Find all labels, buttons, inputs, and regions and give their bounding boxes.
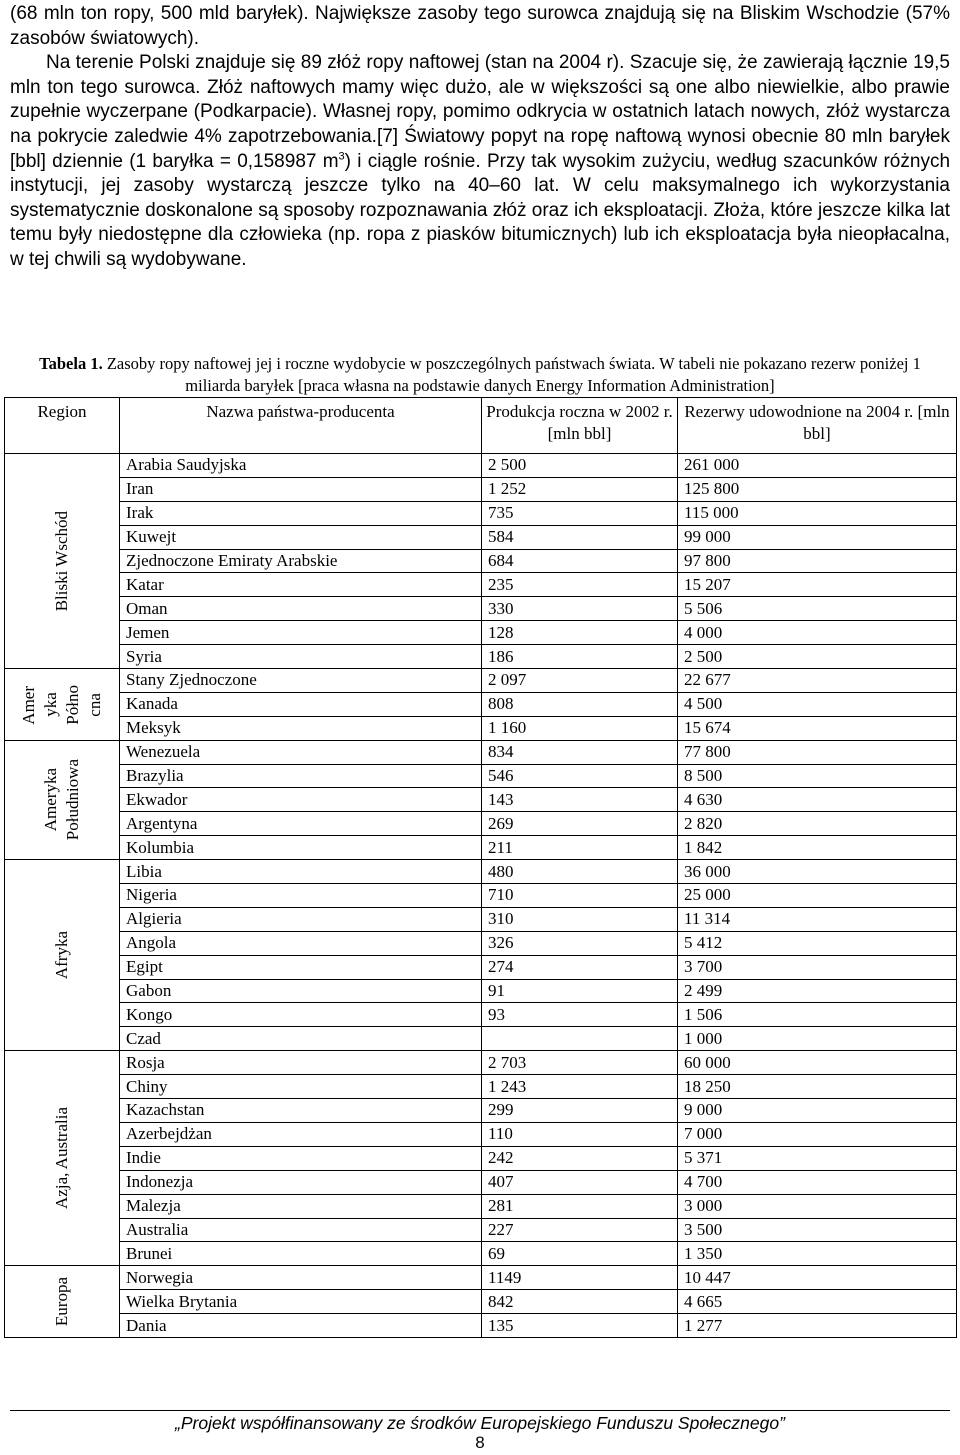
cell-country: Arabia Saudyjska — [120, 454, 482, 478]
cell-country: Syria — [120, 645, 482, 669]
paragraph-1-text: (68 mln ton ropy, 500 mld baryłek). Największe zasoby tego surowca znajdują się na Bliskim Wschodzie (57% zasobów światowych). — [10, 3, 950, 49]
cell-production: 1149 — [482, 1266, 678, 1290]
region-label: yka — [41, 692, 60, 717]
cell-country: Libia — [120, 860, 482, 884]
paragraph-4-text: Własnej ropy, pomimo odkrycia w ostatnich latach nowych, złóż wystarcza na pokrycie zaledwie 4% zapotrzebowania.[7] — [10, 101, 950, 147]
cell-country: Irak — [120, 501, 482, 525]
table-row — [5, 979, 957, 1003]
cell-reserves: 1 350 — [678, 1242, 957, 1266]
cell-country: Indonezja — [120, 1170, 482, 1194]
cell-reserves: 4 500 — [678, 692, 957, 716]
region-cell — [5, 454, 120, 669]
oil-reserves-table — [4, 397, 957, 1338]
cell-reserves: 1 506 — [678, 1003, 957, 1027]
cell-country: Indie — [120, 1146, 482, 1170]
cell-production: 135 — [482, 1314, 678, 1338]
cell-reserves: 18 250 — [678, 1075, 957, 1099]
cell-country: Chiny — [120, 1075, 482, 1099]
cell-production: 242 — [482, 1146, 678, 1170]
table-row — [5, 788, 957, 812]
cell-reserves: 11 314 — [678, 907, 957, 931]
superscript: 3 — [338, 150, 345, 163]
table-row — [5, 477, 957, 501]
paragraph-1 — [10, 2, 950, 51]
table-row — [5, 764, 957, 788]
table-row — [5, 1290, 957, 1314]
header-reserves: Rezerwy udowodnione na 2004 r. [mln bbl] — [678, 398, 957, 454]
cell-reserves: 7 000 — [678, 1122, 957, 1146]
cell-reserves: 125 800 — [678, 477, 957, 501]
cell-production: 710 — [482, 884, 678, 908]
cell-country: Meksyk — [120, 716, 482, 740]
cell-country: Ekwador — [120, 788, 482, 812]
cell-reserves: 15 674 — [678, 716, 957, 740]
cell-reserves: 3 500 — [678, 1218, 957, 1242]
cell-country: Algieria — [120, 907, 482, 931]
cell-reserves: 4 665 — [678, 1290, 957, 1314]
cell-reserves: 60 000 — [678, 1051, 957, 1075]
caption-text: Zasoby ropy naftowej jej i roczne wydobycie w poszczególnych państwach świata. W tabeli nie pokazano rezerw poniżej 1 miliarda baryłek [praca własna na podstawie danych Energy Information Administration] — [106, 354, 921, 395]
cell-production: 584 — [482, 525, 678, 549]
cell-production: 326 — [482, 931, 678, 955]
region-label: Afryka — [52, 931, 71, 980]
table-header-row — [5, 398, 957, 454]
cell-reserves: 77 800 — [678, 740, 957, 764]
footer-text: „Projekt współfinansowany ze środków Europejskiego Funduszu Społecznego” — [175, 1413, 785, 1433]
region-label: Europa — [52, 1277, 71, 1327]
table-row — [5, 1170, 957, 1194]
cell-reserves: 36 000 — [678, 860, 957, 884]
region-label: cna — [85, 692, 104, 717]
caption-label: Tabela 1. — [39, 354, 103, 373]
table-row — [5, 1194, 957, 1218]
table-row — [5, 597, 957, 621]
cell-production — [482, 1027, 678, 1051]
cell-production: 227 — [482, 1218, 678, 1242]
cell-reserves: 1 842 — [678, 836, 957, 860]
table-row — [5, 955, 957, 979]
region-cell — [5, 860, 120, 1051]
table-row — [5, 1218, 957, 1242]
region-label: Bliski Wschód — [52, 510, 71, 612]
cell-reserves: 5 506 — [678, 597, 957, 621]
region-cell — [5, 740, 120, 859]
table-row — [5, 692, 957, 716]
cell-reserves: 10 447 — [678, 1266, 957, 1290]
cell-reserves: 25 000 — [678, 884, 957, 908]
cell-production: 69 — [482, 1242, 678, 1266]
cell-production: 480 — [482, 860, 678, 884]
region-cell — [5, 1051, 120, 1266]
table-row — [5, 621, 957, 645]
cell-production: 310 — [482, 907, 678, 931]
table-row — [5, 645, 957, 669]
cell-reserves: 4 700 — [678, 1170, 957, 1194]
region-label: Południowa — [63, 759, 82, 841]
cell-country: Egipt — [120, 955, 482, 979]
cell-country: Kazachstan — [120, 1099, 482, 1123]
cell-country: Argentyna — [120, 812, 482, 836]
cell-country: Stany Zjednoczone — [120, 669, 482, 693]
cell-country: Oman — [120, 597, 482, 621]
cell-production: 2 703 — [482, 1051, 678, 1075]
table-row — [5, 573, 957, 597]
cell-production: 407 — [482, 1170, 678, 1194]
cell-country: Czad — [120, 1027, 482, 1051]
paragraph-3-text: Złóż naftowych mamy więc dużo, ale w większości są one albo niewielkie, albo prawie zupełnie wyczerpane (Podkarpacie). — [10, 76, 951, 123]
cell-production: 91 — [482, 979, 678, 1003]
cell-production: 330 — [482, 597, 678, 621]
cell-country: Kuwejt — [120, 525, 482, 549]
region-label: Amer — [19, 684, 38, 724]
cell-country: Azerbejdżan — [120, 1122, 482, 1146]
table-row — [5, 525, 957, 549]
cell-reserves: 8 500 — [678, 764, 957, 788]
table-row — [5, 1122, 957, 1146]
paragraph-7-text: W celu maksymalnego ich wykorzystania systematycznie doskonalone są sposoby rozpoznawania złóż oraz ich eksploatacji. Złoża, które jeszcze kilka lat temu były niedostępne dla człowieka (np. ropa z piasków bitumicznych) lub ich eksploatacja była nieopłacalna, w tej chwili są wydobywane. — [10, 175, 951, 270]
table-row — [5, 1099, 957, 1123]
cell-country: Australia — [120, 1218, 482, 1242]
paragraph-2-text: Na terenie Polski znajduje się 89 złóż ropy naftowej (stan na 2004 r). Szacuje się, że zawierają łącznie 19,5 mln ton tego surowca. — [10, 52, 950, 98]
cell-production: 93 — [482, 1003, 678, 1027]
cell-country: Zjednoczone Emiraty Arabskie — [120, 549, 482, 573]
cell-country: Brunei — [120, 1242, 482, 1266]
region-label: Ameryka — [41, 768, 60, 832]
cell-reserves: 5 371 — [678, 1146, 957, 1170]
cell-country: Kolumbia — [120, 836, 482, 860]
table-row — [5, 907, 957, 931]
cell-reserves: 99 000 — [678, 525, 957, 549]
cell-production: 1 243 — [482, 1075, 678, 1099]
region-cell — [5, 1266, 120, 1338]
cell-production: 1 160 — [482, 716, 678, 740]
paragraph-6-text: Przy tak wysokim zużyciu, według szacunków różnych instytucji, jej zasoby wystarczą jeszcze tylko na 40–60 lat. — [10, 150, 951, 197]
region-label: Azja, Australia — [52, 1107, 71, 1210]
cell-production: 684 — [482, 549, 678, 573]
table-row — [5, 501, 957, 525]
table-row — [5, 931, 957, 955]
cell-production: 235 — [482, 573, 678, 597]
cell-country: Wenezuela — [120, 740, 482, 764]
cell-production: 110 — [482, 1122, 678, 1146]
table-row — [5, 716, 957, 740]
cell-reserves: 261 000 — [678, 454, 957, 478]
cell-reserves: 3 000 — [678, 1194, 957, 1218]
cell-country: Brazylia — [120, 764, 482, 788]
table-row — [5, 812, 957, 836]
cell-country: Gabon — [120, 979, 482, 1003]
cell-reserves: 2 820 — [678, 812, 957, 836]
cell-country: Wielka Brytania — [120, 1290, 482, 1314]
cell-country: Kongo — [120, 1003, 482, 1027]
table-row — [5, 1003, 957, 1027]
table-row — [5, 1146, 957, 1170]
region-label: Półno — [63, 684, 82, 725]
cell-production: 2 500 — [482, 454, 678, 478]
cell-production: 1 252 — [482, 477, 678, 501]
footer-divider — [10, 1410, 950, 1411]
table-row — [5, 740, 957, 764]
cell-reserves: 5 412 — [678, 931, 957, 955]
header-production: Produkcja roczna w 2002 r. [mln bbl] — [482, 398, 678, 454]
cell-production: 299 — [482, 1099, 678, 1123]
cell-country: Iran — [120, 477, 482, 501]
cell-production: 842 — [482, 1290, 678, 1314]
cell-production: 735 — [482, 501, 678, 525]
cell-reserves: 4 000 — [678, 621, 957, 645]
cell-reserves: 15 207 — [678, 573, 957, 597]
cell-country: Katar — [120, 573, 482, 597]
table-row — [5, 549, 957, 573]
table-row — [5, 836, 957, 860]
cell-production: 274 — [482, 955, 678, 979]
cell-country: Malezja — [120, 1194, 482, 1218]
table-row — [5, 454, 957, 478]
table-row — [5, 860, 957, 884]
cell-production: 211 — [482, 836, 678, 860]
table-row — [5, 1027, 957, 1051]
page-number: 8 — [475, 1433, 485, 1452]
cell-reserves: 115 000 — [678, 501, 957, 525]
cell-country: Dania — [120, 1314, 482, 1338]
cell-production: 2 097 — [482, 669, 678, 693]
cell-country: Jemen — [120, 621, 482, 645]
cell-reserves: 22 677 — [678, 669, 957, 693]
cell-reserves: 1 277 — [678, 1314, 957, 1338]
region-cell — [5, 669, 120, 741]
cell-country: Nigeria — [120, 884, 482, 908]
table-row — [5, 1314, 957, 1338]
table-row — [5, 884, 957, 908]
header-region: Region — [5, 398, 120, 454]
cell-reserves: 2 500 — [678, 645, 957, 669]
header-country: Nazwa państwa-producenta — [120, 398, 482, 454]
cell-country: Kanada — [120, 692, 482, 716]
table-row — [5, 669, 957, 693]
paragraph-5-text: Światowy popyt na ropę naftową wynosi obecnie 80 mln baryłek [bbl] dziennie (1 baryłka = 0,158987 m — [10, 125, 950, 172]
table-row — [5, 1242, 957, 1266]
cell-reserves: 1 000 — [678, 1027, 957, 1051]
cell-production: 834 — [482, 740, 678, 764]
paragraph-2 — [10, 51, 950, 272]
cell-production: 281 — [482, 1194, 678, 1218]
cell-reserves: 9 000 — [678, 1099, 957, 1123]
cell-country: Angola — [120, 931, 482, 955]
body-text — [10, 2, 950, 273]
table-row — [5, 1266, 957, 1290]
cell-reserves: 97 800 — [678, 549, 957, 573]
cell-country: Norwegia — [120, 1266, 482, 1290]
cell-country: Rosja — [120, 1051, 482, 1075]
table-row — [5, 1075, 957, 1099]
cell-reserves: 4 630 — [678, 788, 957, 812]
cell-production: 808 — [482, 692, 678, 716]
table-caption — [20, 353, 940, 397]
cell-production: 546 — [482, 764, 678, 788]
table-row — [5, 1051, 957, 1075]
cell-reserves: 2 499 — [678, 979, 957, 1003]
paragraph-5-text-end: ) i ciągle rośnie. — [344, 150, 481, 172]
cell-reserves: 3 700 — [678, 955, 957, 979]
cell-production: 143 — [482, 788, 678, 812]
cell-production: 269 — [482, 812, 678, 836]
cell-production: 128 — [482, 621, 678, 645]
cell-production: 186 — [482, 645, 678, 669]
